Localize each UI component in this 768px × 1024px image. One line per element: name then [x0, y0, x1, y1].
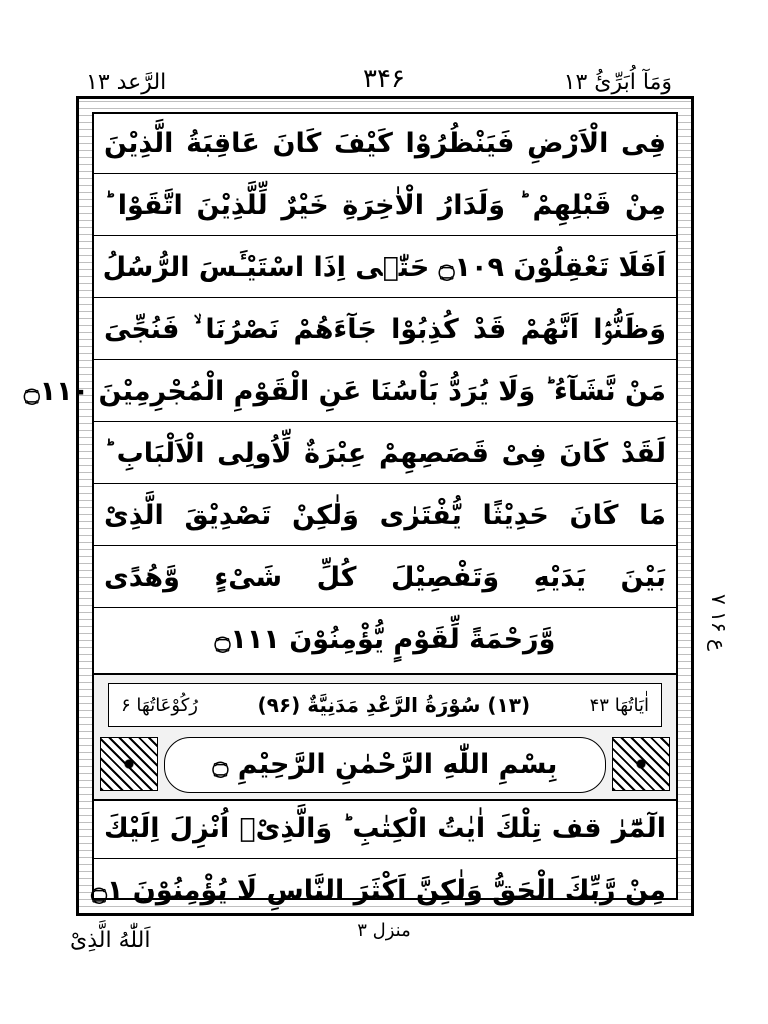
juz-label: وَمَآ اُبَرِّئُ ۱۳	[563, 70, 672, 95]
verse-line-7: مَا كَانَ حَدِيْثًا يُّفْتَرٰى وَلٰكِنْ تَصْدِيْقَ الَّذِیْ	[94, 486, 676, 546]
verse-line-8: بَيْنَ يَدَيْهِ وَتَفْصِيْلَ كُلِّ شَیْءٍ وَّهُدًى	[94, 548, 676, 608]
verse-line-10: الٓمّٓرٰ قف تِلْكَ اٰيٰتُ الْكِتٰبِ ؕ وَالَّذِیْۤ اُنْزِلَ اِلَيْكَ	[94, 799, 676, 859]
next-page-catchword: اَللّٰهُ الَّذِیْ	[70, 928, 151, 953]
surah-title: (۱۳) سُوْرَةُ الرَّعْدِ مَدَنِيَّةٌ (۹۶)	[257, 693, 531, 717]
manzil-label: منزل ۳	[357, 920, 411, 941]
verse-line-4: وَظَنُّوْۤا اَنَّهُمْ قَدْ كُذِبُوْا جَآءَهُمْ نَصْرُنَا ۙ فَنُجِّیَ	[94, 300, 676, 360]
verse-line-5: مَنْ نَّشَآءُ ؕ وَلَا يُرَدُّ بَاْسُنَا عَنِ الْقَوْمِ الْمُجْرِمِيْنَ ۝۱۱۰	[94, 362, 676, 422]
verse-line-2: مِنْ قَبْلِهِمْ ؕ وَلَدَارُ الْاٰخِرَةِ خَيْرٌ لِّلَّذِيْنَ اتَّقَوْا ؕ	[94, 176, 676, 236]
ruku-count: رُكُوْعَاتُهَا ۶	[121, 694, 198, 716]
text-panel	[23, 112, 678, 906]
page-number: ۳۴۶	[363, 64, 405, 94]
verse-line-1: فِی الْاَرْضِ فَيَنْظُرُوْا كَيْفَ كَانَ عَاقِبَةُ الَّذِيْنَ	[94, 114, 676, 174]
verse-line-3: اَفَلَا تَعْقِلُوْنَ ۝۱۰۹ حَتّٰۤى اِذَا اسْتَيْـَٔسَ الرُّسُلُ	[94, 238, 676, 298]
bismillah: بِسْمِ اللّٰهِ الرَّحْمٰنِ الرَّحِيْمِ ۝	[164, 737, 606, 793]
verse-line-9: وَّرَحْمَةً لِّقَوْمٍ يُّؤْمِنُوْنَ ۝۱۱۱	[214, 624, 556, 655]
surah-header-band	[94, 673, 676, 801]
surah-info-row	[108, 683, 662, 727]
ornament-right-icon	[612, 737, 670, 791]
verse-line-6: لَقَدْ كَانَ فِیْ قَصَصِهِمْ عِبْرَةٌ لِّاُولِی الْاَلْبَابِ ؕ	[94, 424, 676, 484]
ornament-left-icon	[100, 737, 158, 791]
page-border	[23, 96, 694, 916]
verse-line-11: مِنْ رَّبِّكَ الْحَقُّ وَلٰكِنَّ اَكْثَرَ النَّاسِ لَا يُؤْمِنُوْنَ ۝۱	[91, 875, 666, 906]
ruku-margin-mark: ع ۱۶ ۷	[707, 594, 731, 651]
surah-label: الرَّعد ۱۳	[86, 70, 167, 95]
ayat-count: اٰيَاتُهَا ۴۳	[589, 694, 649, 716]
